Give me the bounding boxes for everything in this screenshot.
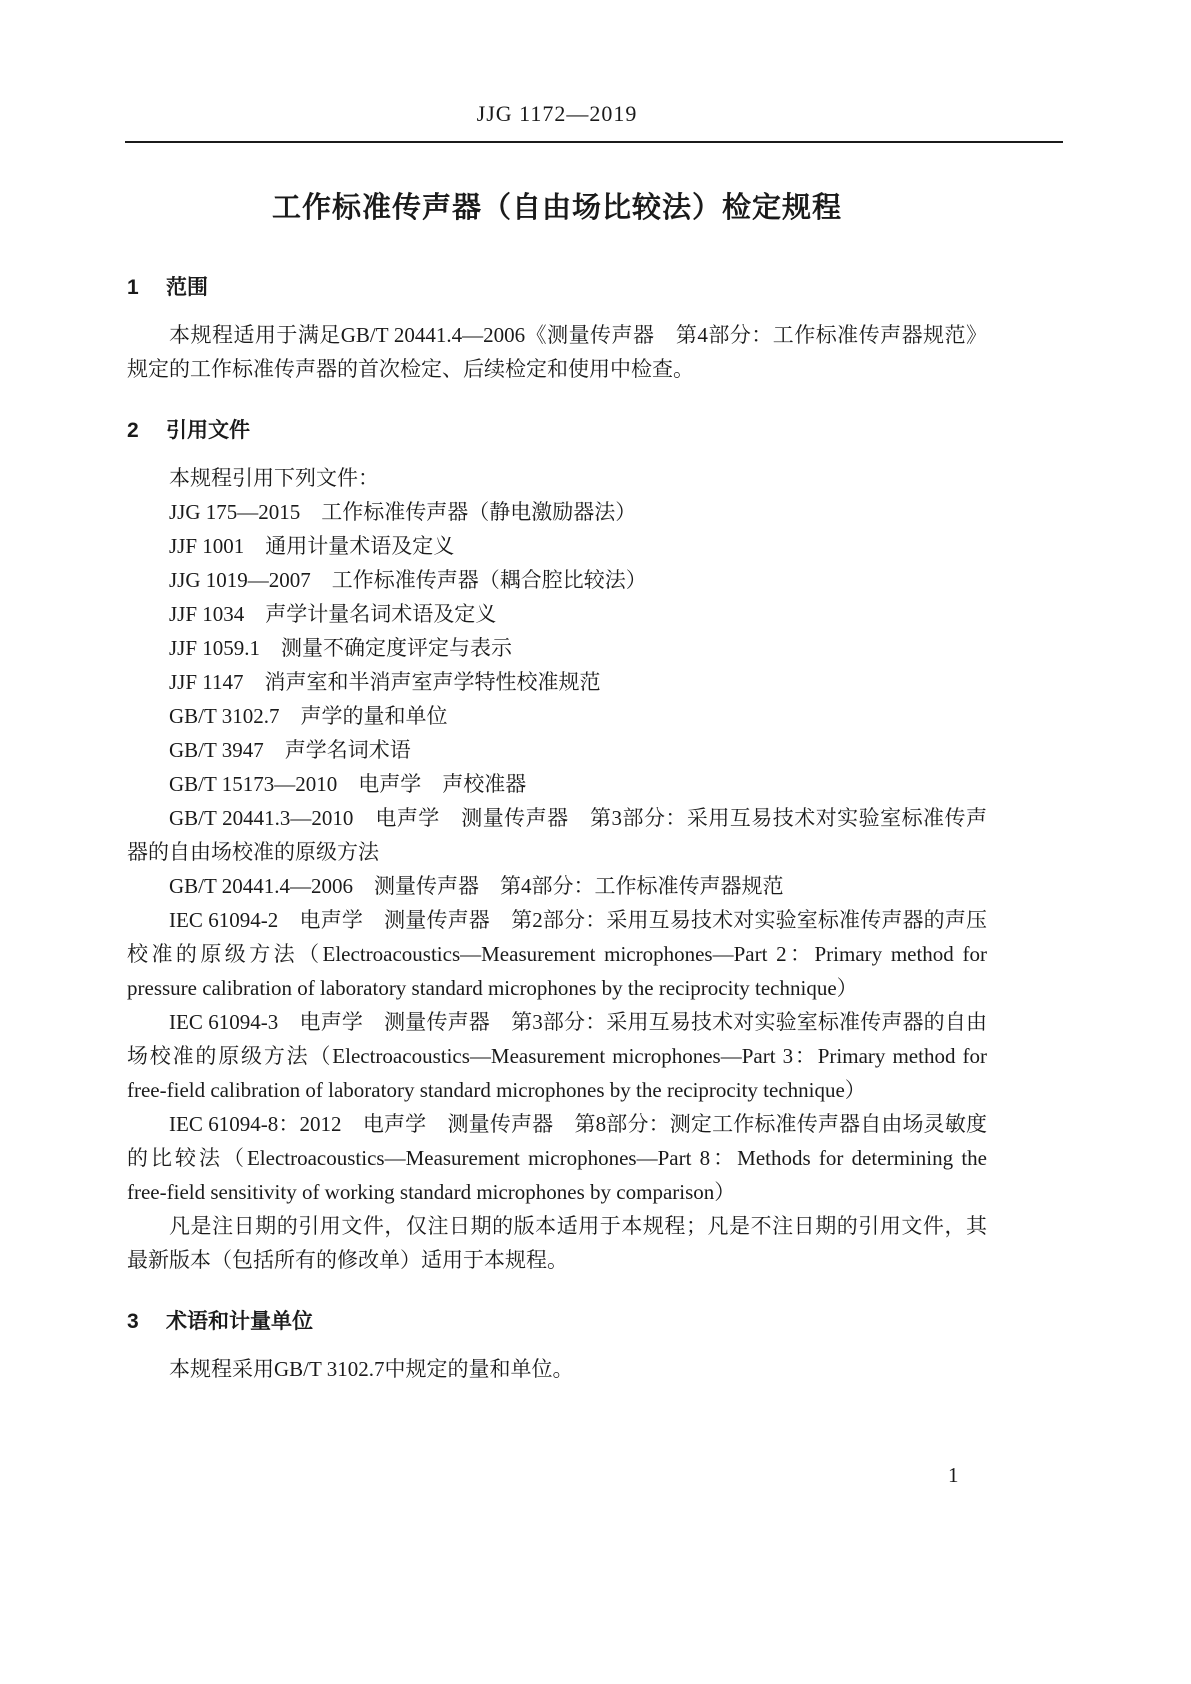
section-number: 2 [127,419,139,442]
reference-item: IEC 61094-8：2012 电声学 测量传声器 第8部分：测定工作标准传声器自由场灵敏度的比较法（Electroacoustics—Measurement microphones—Part 8：Methods for determining the free-field sensitivity of working standard microphones by comparison） [127,1112,987,1204]
paragraph: 本规程采用GB/T 3102.7中规定的量和单位。 [169,1357,574,1381]
reference-item: GB/T 3947 声学名词术语 [169,738,411,762]
reference-item: JJG 1019—2007 工作标准传声器（耦合腔比较法） [169,568,647,592]
section-heading [127,1307,987,1336]
document-title: 工作标准传声器（自由场比较法）检定规程 [271,192,842,224]
references-closing: 凡是注日期的引用文件，仅注日期的版本适用于本规程；凡是不注日期的引用文件，其最新版本（包括所有的修改单）适用于本规程。 [127,1214,987,1272]
reference-item: IEC 61094-2 电声学 测量传声器 第2部分：采用互易技术对实验室标准传声器的声压校准的原级方法（Electroacoustics—Measurement microphones—Part 2：Primary method for pressure calibration of laboratory standard microphones by the reciprocity technique） [127,908,987,1000]
section-references [127,416,987,1277]
reference-item: JJF 1059.1 测量不确定度评定与表示 [169,636,513,660]
reference-item: JJG 175—2015 工作标准传声器（静电激励器法） [169,500,637,524]
reference-item: GB/T 15173—2010 电声学 声校准器 [169,772,527,796]
reference-item: JJF 1034 声学计量名词术语及定义 [169,602,497,626]
reference-item: JJF 1147 消声室和半消声室声学特性校准规范 [169,670,601,694]
reference-item: GB/T 3102.7 声学的量和单位 [169,704,448,728]
section-title: 引用文件 [165,419,250,442]
section-scope [127,273,987,386]
section-number: 1 [127,276,139,299]
references-intro: 本规程引用下列文件： [169,466,379,490]
page-content [127,0,987,1386]
section-heading [127,416,987,445]
section-title: 术语和计量单位 [165,1310,313,1333]
section-title: 范围 [165,276,208,299]
reference-item: GB/T 20441.3—2010 电声学 测量传声器 第3部分：采用互易技术对实验室标准传声器的自由场校准的原级方法 [127,806,987,864]
reference-item: IEC 61094-3 电声学 测量传声器 第3部分：采用互易技术对实验室标准传声器的自由场校准的原级方法（Electroacoustics—Measurement microphones—Part 3：Primary method for free-field calibration of laboratory standard microphones by the reciprocity technique） [127,1010,987,1102]
section-heading [127,273,987,302]
page-number: 1 [948,1463,959,1487]
reference-item: GB/T 20441.4—2006 测量传声器 第4部分：工作标准传声器规范 [169,874,784,898]
section-number: 3 [127,1310,139,1333]
paragraph: 本规程适用于满足GB/T 20441.4—2006《测量传声器 第4部分：工作标准传声器规范》规定的工作标准传声器的首次检定、后续检定和使用中检查。 [127,323,987,381]
section-terms [127,1307,987,1386]
header-doc-code: JJG 1172—2019 [476,101,638,126]
reference-item: JJF 1001 通用计量术语及定义 [169,534,455,558]
